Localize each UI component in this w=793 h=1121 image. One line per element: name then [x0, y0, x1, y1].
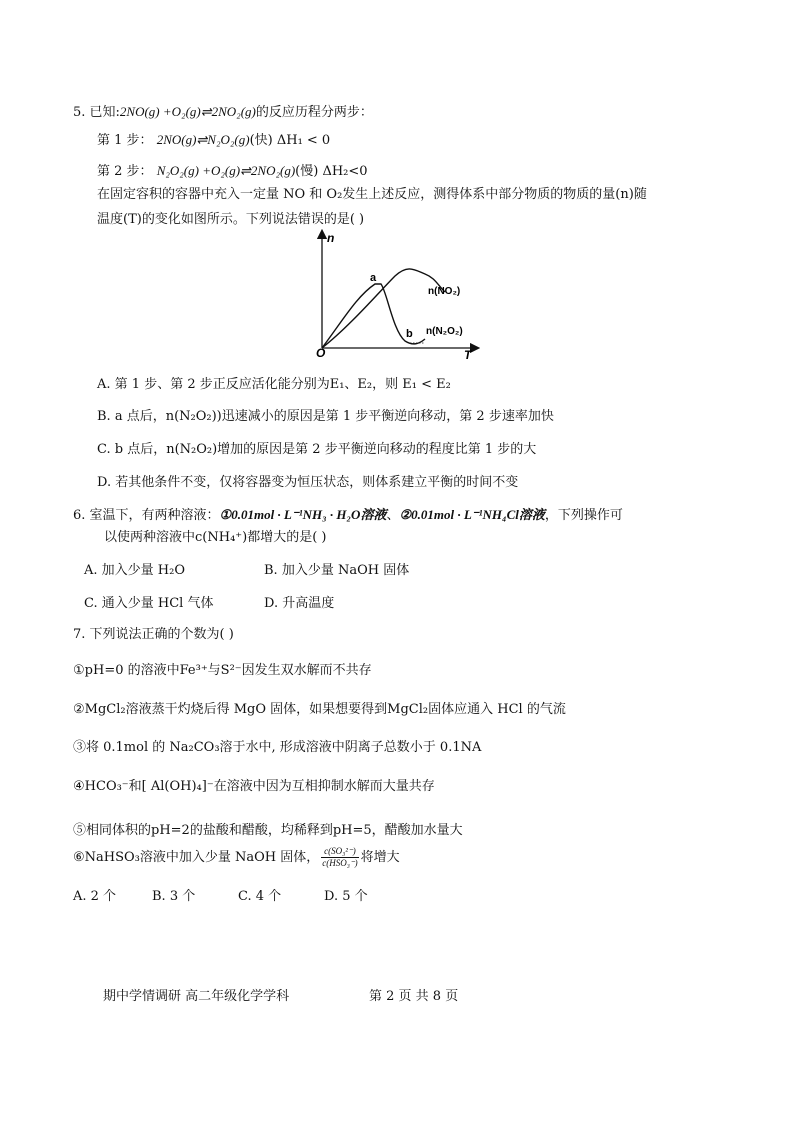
q7-item-6-fraction: [321, 846, 358, 869]
q5-option-d: D. 若其他条件不变，仅将容器变为恒压状态，则体系建立平衡的时间不变: [97, 475, 519, 490]
q5-option-a: A. 第 1 步、第 2 步正反应活化能分别为E₁、E₂，则 E₁ < E₂: [97, 377, 451, 392]
q7-item-6-text: ⑥NaHSO₃溶液中加入少量 NaOH 固体，: [73, 850, 320, 865]
q7-stem: 7. 下列说法正确的个数为( ): [73, 627, 234, 642]
q7-item-6: [73, 843, 400, 873]
fraction-numerator: c(SO₃²⁻): [321, 846, 358, 858]
q6-option-a: A. 加入少量 H₂O: [84, 563, 185, 578]
q7-item-5: ⑤相同体积的pH=2的盐酸和醋酸，均稀释到pH=5，醋酸加水量大: [73, 823, 463, 838]
q5-stem: [73, 103, 373, 122]
q7-item-6-tail: 将增大: [360, 850, 400, 865]
graph-label-n2o2: n(N₂O₂): [426, 326, 463, 337]
q7-item-1: ①pH=0 的溶液中Fe³⁺与S²⁻因发生双水解而不共存: [73, 663, 372, 678]
q5-step1: [97, 131, 330, 150]
q5-description-line1: 在固定容积的容器中充入一定量 NO 和 O₂发生上述反应，测得体系中部分物质的物质的量(n)随: [97, 187, 647, 202]
footer-page-number: 第 2 页 共 8 页: [369, 989, 459, 1004]
q6-solution-1: ①0.01mol · L⁻¹NH₃ · H₂O溶液: [219, 507, 387, 522]
q7-option-c: C. 4 个: [238, 889, 282, 904]
graph-point-b: b: [406, 328, 413, 340]
q5-step1-tail: (快) ΔH₁ < 0: [249, 133, 331, 148]
graph-origin-label: O: [316, 346, 326, 360]
q5-step2: [97, 162, 368, 181]
q6-solution-2: ②0.01mol · L⁻¹NH₄Cl溶液: [399, 507, 545, 522]
q5-step1-label: 第 1 步：: [97, 133, 153, 148]
q5-stem-tail: 的反应历程分两步：: [255, 105, 373, 120]
q5-step1-equation: 2NO(g)⇌N₂O₂(g): [156, 132, 250, 147]
q6-option-c: C. 通入少量 HCl 气体: [84, 596, 214, 611]
graph-x-label: T: [464, 348, 472, 362]
q7-option-b: B. 3 个: [152, 889, 196, 904]
q5-graph: [305, 226, 485, 366]
q5-description-line2: 温度(T)的变化如图所示。下列说法错误的是( ): [97, 212, 365, 227]
q6-separator: 、: [386, 508, 400, 523]
q5-main-equation: 2NO(g) +O₂(g)⇌2NO₂(g): [119, 104, 256, 119]
q7-option-a: A. 2 个: [73, 889, 117, 904]
q5-step2-equation: N₂O₂(g) +O₂(g)⇌2NO₂(g): [156, 163, 296, 178]
q7-item-2: ②MgCl₂溶液蒸干灼烧后得 MgO 固体，如果想要得到MgCl₂固体应通入 HCl 的气流: [73, 702, 566, 717]
q5-step2-label: 第 2 步：: [97, 164, 153, 179]
q6-option-b: B. 加入少量 NaOH 固体: [264, 563, 410, 578]
graph-point-a: a: [370, 272, 377, 284]
q7-option-d: D. 5 个: [324, 889, 368, 904]
q5-option-c: C. b 点后，n(N₂O₂)增加的原因是第 2 步平衡逆向移动的程度比第 1 步的大: [97, 442, 537, 457]
q5-option-b: B. a 点后，n(N₂O₂))迅速减小的原因是第 1 步平衡逆向移动，第 2 步速率加快: [97, 409, 554, 424]
q7-item-4: ④HCO₃⁻和[ Al(OH)₄]⁻在溶液中因为互相抑制水解而大量共存: [73, 779, 435, 794]
q5-stem-label: 5. 已知:: [73, 105, 120, 120]
q6-stem-label: 6. 室温下，有两种溶液：: [73, 508, 220, 523]
q7-item-3: ③将 0.1mol 的 Na₂CO₃溶于水中, 形成溶液中阴离子总数小于 0.1NA: [73, 740, 482, 755]
q6-option-d: D. 升高温度: [264, 596, 335, 611]
q6-stem-tail: ，下列操作可: [544, 508, 623, 523]
q5-step2-tail: (慢) ΔH₂<0: [295, 164, 368, 179]
footer-title: 期中学情调研 高二年级化学学科: [103, 989, 290, 1004]
fraction-denominator: c(HSO₃⁻): [322, 858, 358, 868]
q6-stem-line1: [73, 506, 623, 525]
graph-y-label: n: [327, 231, 335, 245]
graph-label-no2: n(NO₂): [428, 286, 461, 297]
q6-stem-line2: 以使两种溶液中c(NH₄⁺)都增大的是( ): [104, 530, 327, 545]
